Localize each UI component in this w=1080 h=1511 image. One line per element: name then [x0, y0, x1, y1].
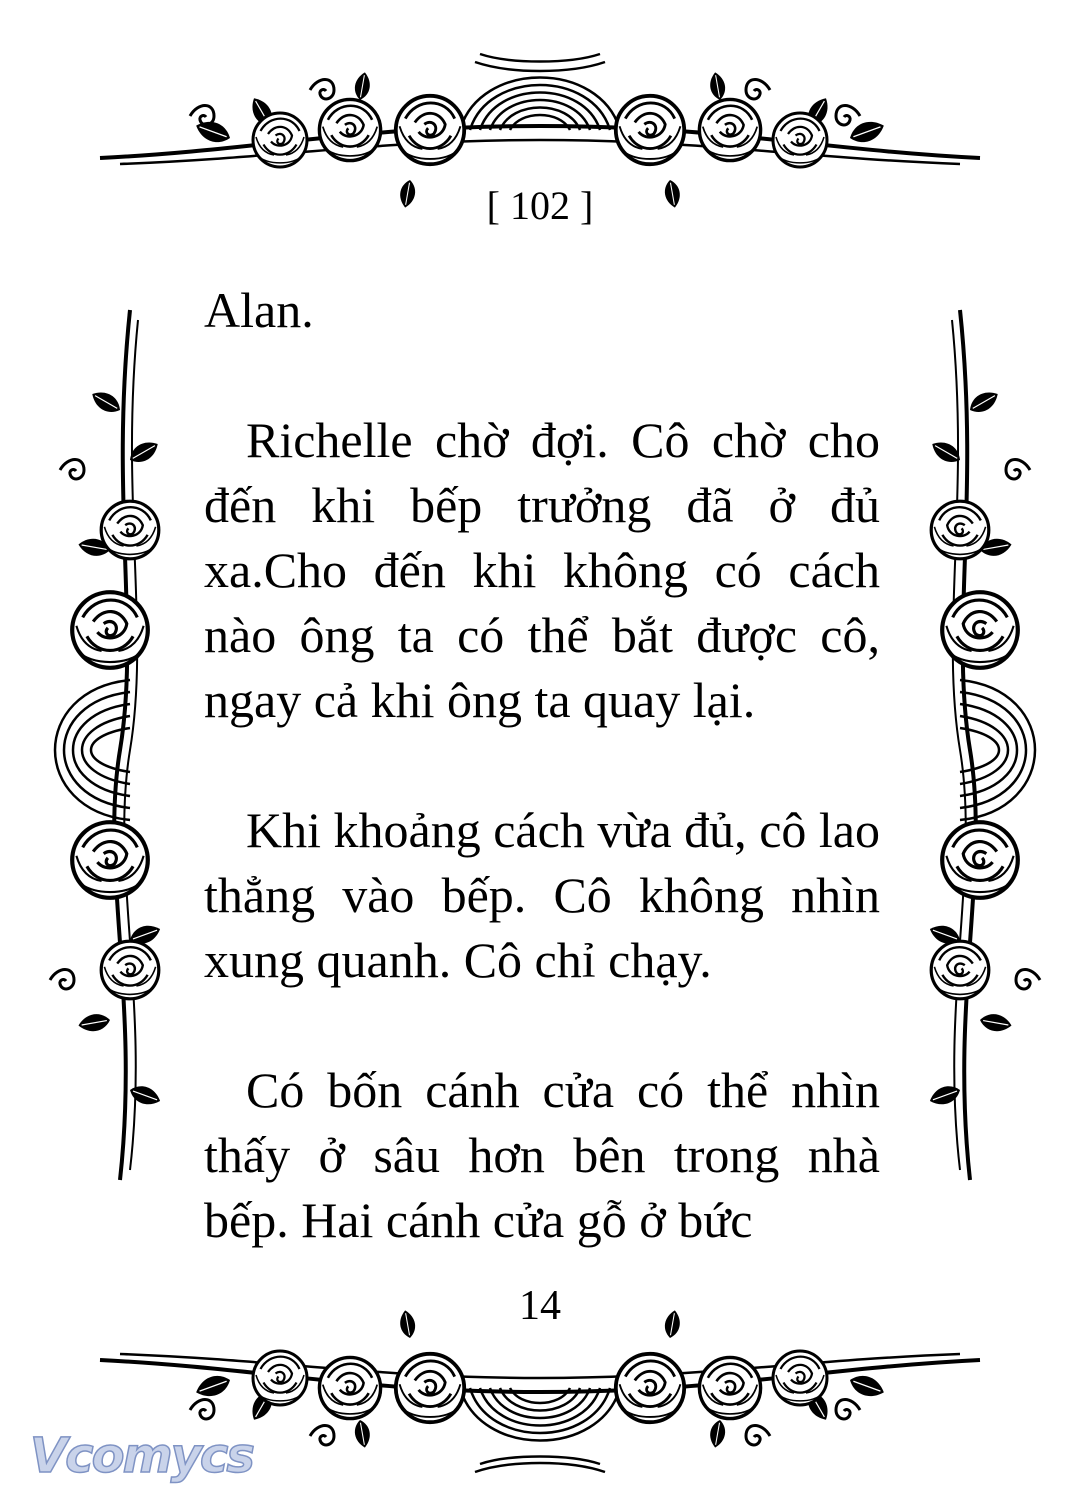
paragraph: Alan.	[204, 282, 314, 338]
chapter-number: [ 102 ]	[486, 183, 594, 228]
body-text	[204, 278, 880, 1253]
left-rose-ornament	[10, 300, 200, 1200]
right-rose-ornament	[890, 300, 1080, 1200]
watermark-logo: Vcomycs	[30, 1428, 253, 1484]
paragraph: Richelle chờ đợi. Cô chờ cho đến khi bếp trưởng đã ở đủ xa.Cho đến khi không có cách nào ông ta có thể bắt được cô, ngay cả khi ông ta quay lại.	[204, 412, 880, 728]
page-number: 14	[519, 1283, 561, 1329]
paragraph: Có bốn cánh cửa có thể nhìn thấy ở sâu hơn bên trong nhà bếp. Hai cánh cửa gỗ ở bức	[204, 1062, 880, 1248]
paragraph: Khi khoảng cách vừa đủ, cô lao thẳng vào bếp. Cô không nhìn xung quanh. Cô chỉ chạy.	[204, 802, 880, 988]
